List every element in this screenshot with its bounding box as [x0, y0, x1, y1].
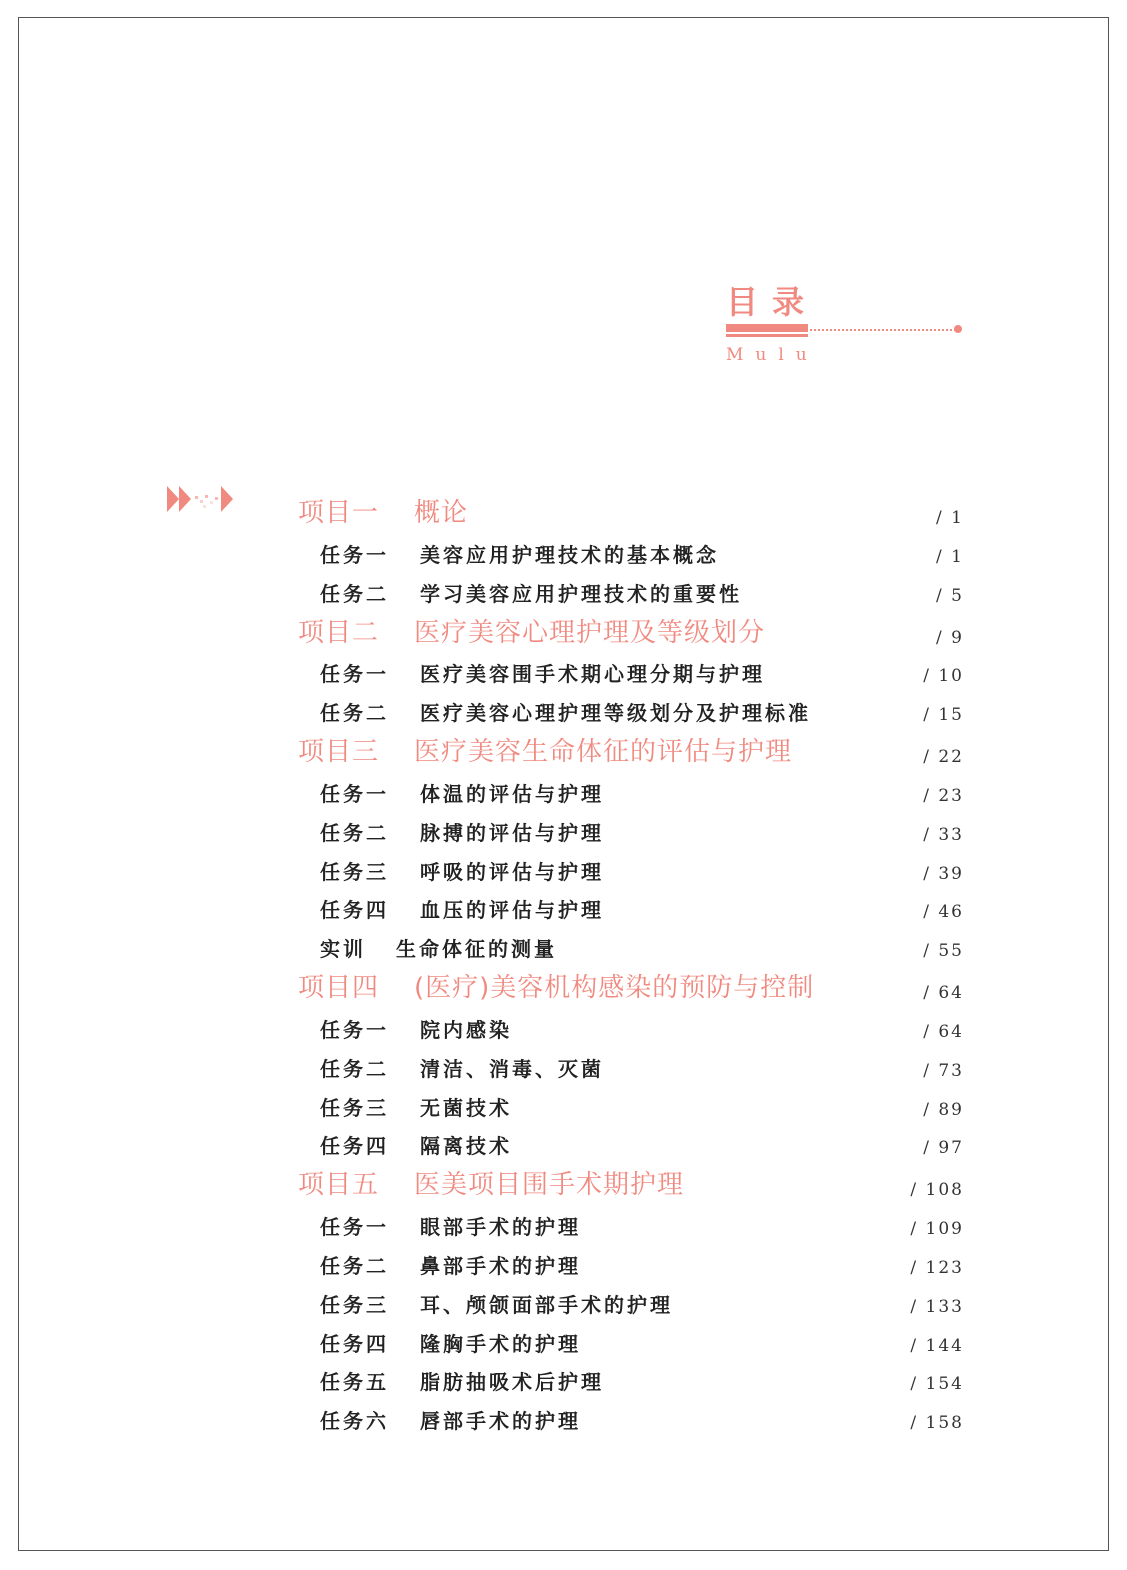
task-title: 脉搏的评估与护理 [420, 820, 604, 845]
page-number: / 23 [923, 785, 964, 806]
task-title: 学习美容应用护理技术的重要性 [420, 581, 742, 606]
heading-underline-thin [726, 334, 808, 337]
toc-task-entry[interactable] [298, 1241, 964, 1280]
page-number: / 33 [923, 824, 964, 845]
task-title: 呼吸的评估与护理 [420, 859, 604, 884]
task-number: 任务四 [320, 1134, 389, 1159]
project-title: 概论 [414, 498, 469, 528]
toc-heading-title: 目录 [726, 283, 819, 321]
page-number: / 15 [923, 705, 964, 726]
toc-task-entry[interactable] [298, 1122, 964, 1161]
project-number: 项目二 [298, 617, 380, 648]
project-number: 项目四 [298, 973, 380, 1004]
task-title: 隆胸手术的护理 [420, 1331, 581, 1356]
project-number: 项目三 [298, 737, 380, 768]
toc-task-entry[interactable] [298, 530, 964, 569]
task-number: 任务四 [320, 1331, 389, 1356]
project-title: 医美项目围手术期护理 [414, 1170, 685, 1201]
task-number: 任务二 [320, 820, 389, 845]
page-number: / 158 [910, 1413, 964, 1434]
task-number: 任务一 [320, 1215, 389, 1240]
task-number: 实训 [320, 937, 366, 962]
toc-task-entry[interactable] [298, 1358, 964, 1397]
toc-task-entry[interactable] [298, 1044, 964, 1083]
toc-task-entry[interactable] [298, 808, 964, 847]
toc-task-entry[interactable] [298, 569, 964, 608]
toc-task-entry[interactable] [298, 1319, 964, 1358]
page-number: / 154 [910, 1374, 964, 1395]
task-number: 任务四 [320, 898, 389, 923]
page-number: / 46 [923, 902, 964, 923]
page-number: / 109 [910, 1219, 964, 1240]
double-arrow-icon [165, 482, 237, 516]
task-title: 唇部手术的护理 [420, 1409, 581, 1434]
page-number: / 64 [923, 1021, 964, 1042]
task-title: 清洁、消毒、灭菌 [420, 1056, 604, 1081]
toc-task-entry[interactable] [298, 924, 964, 963]
heading-underline-bar [726, 324, 808, 332]
project-title: (医疗)美容机构感染的预防与控制 [414, 973, 815, 1004]
task-number: 任务一 [320, 781, 389, 806]
toc-task-entry[interactable] [298, 769, 964, 808]
heading-end-dot [954, 325, 962, 333]
toc-task-entry[interactable] [298, 650, 964, 689]
toc-project-entry[interactable] [298, 488, 964, 530]
task-title: 体温的评估与护理 [420, 781, 604, 806]
task-title: 无菌技术 [420, 1095, 512, 1120]
task-number: 任务三 [320, 859, 389, 884]
toc-project-entry[interactable] [298, 727, 964, 769]
task-title: 生命体征的测量 [396, 937, 557, 962]
task-title: 耳、颅颌面部手术的护理 [420, 1292, 673, 1317]
task-number: 任务六 [320, 1409, 389, 1434]
page-number: / 73 [923, 1060, 964, 1081]
page-number: / 9 [936, 627, 964, 648]
task-title: 医疗美容心理护理等级划分及护理标准 [420, 701, 811, 726]
task-number: 任务二 [320, 701, 389, 726]
task-title: 血压的评估与护理 [420, 898, 604, 923]
toc-project-entry[interactable] [298, 608, 964, 650]
project-number: 项目一 [298, 498, 380, 528]
project-number: 项目五 [298, 1170, 380, 1201]
page-number: / 5 [936, 585, 964, 606]
task-number: 任务一 [320, 662, 389, 687]
toc-task-entry[interactable] [298, 1005, 964, 1044]
toc-project-entry[interactable] [298, 1160, 964, 1202]
task-title: 医疗美容围手术期心理分期与护理 [420, 662, 765, 687]
page-number: / 64 [923, 983, 964, 1004]
task-number: 任务五 [320, 1370, 389, 1395]
page-number: / 89 [923, 1099, 964, 1120]
toc-task-entry[interactable] [298, 688, 964, 727]
toc-task-entry[interactable] [298, 1396, 964, 1435]
task-number: 任务三 [320, 1095, 389, 1120]
toc-task-entry[interactable] [298, 1280, 964, 1319]
page-number: / 39 [923, 863, 964, 884]
project-title: 医疗美容心理护理及等级划分 [414, 617, 766, 648]
page-number: / 22 [923, 747, 964, 768]
task-number: 任务二 [320, 1253, 389, 1278]
page-number: / 123 [910, 1257, 964, 1278]
page-number: / 97 [923, 1138, 964, 1159]
toc-task-entry[interactable] [298, 847, 964, 886]
page-number: / 133 [910, 1296, 964, 1317]
task-title: 隔离技术 [420, 1134, 512, 1159]
toc-heading-subtitle: Mulu [726, 345, 819, 365]
task-number: 任务二 [320, 1056, 389, 1081]
task-number: 任务一 [320, 542, 389, 567]
page-number: / 55 [923, 941, 964, 962]
toc-task-entry[interactable] [298, 1202, 964, 1241]
task-title: 脂肪抽吸术后护理 [420, 1370, 604, 1395]
page-number: / 10 [923, 666, 964, 687]
task-title: 鼻部手术的护理 [420, 1253, 581, 1278]
toc-heading [726, 282, 966, 372]
toc-task-entry[interactable] [298, 886, 964, 925]
project-title: 医疗美容生命体征的评估与护理 [414, 737, 793, 768]
task-title: 美容应用护理技术的基本概念 [420, 542, 719, 567]
task-title: 院内感染 [420, 1017, 512, 1042]
page-number: / 1 [936, 546, 964, 567]
task-number: 任务一 [320, 1017, 389, 1042]
task-title: 眼部手术的护理 [420, 1215, 581, 1240]
page-number: / 1 [936, 508, 964, 528]
page-number: / 144 [910, 1335, 964, 1356]
toc-project-entry[interactable] [298, 963, 964, 1005]
page-number: / 108 [910, 1180, 964, 1201]
heading-dotted-leader [810, 329, 956, 331]
task-number: 任务二 [320, 581, 389, 606]
toc-task-entry[interactable] [298, 1083, 964, 1122]
table-of-contents [298, 488, 964, 1435]
task-number: 任务三 [320, 1292, 389, 1317]
